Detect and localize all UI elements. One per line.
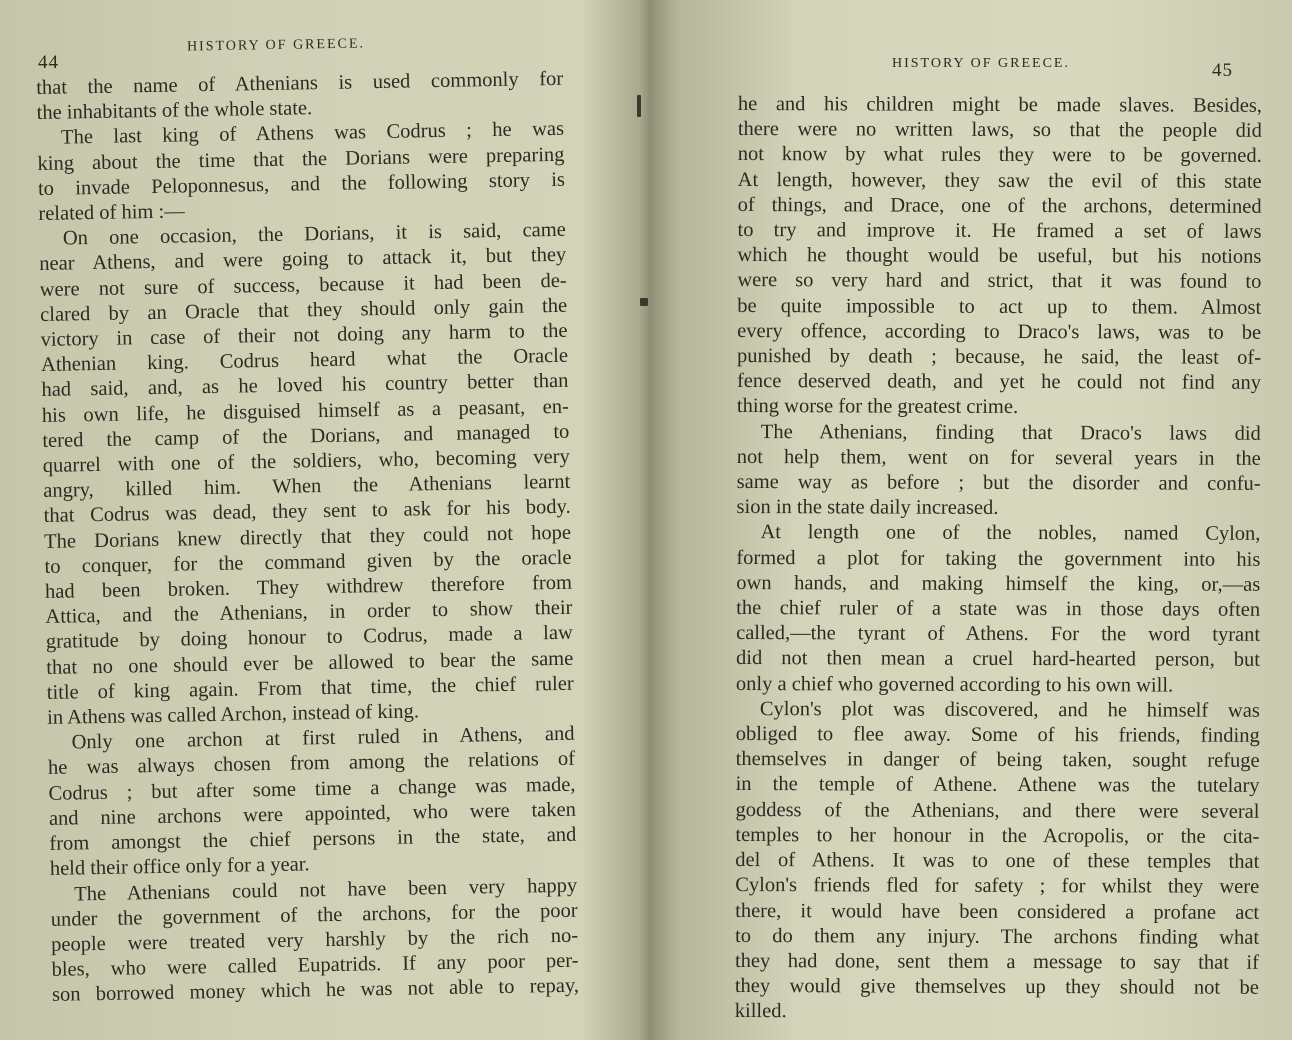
running-head: HISTORY OF GREECE. [892,56,1070,71]
text-line: not know by what rules they were to be governed. [737,143,1262,168]
text-line: in the temple of Athene. Athene was the tutelary [735,773,1260,798]
text-line: of things, and Drace, one of the archons, determined [737,193,1262,218]
text-line: At length, however, they saw the evil of this state [737,168,1262,193]
body-text [36,67,579,1009]
running-head: HISTORY OF GREECE. [186,36,366,55]
left-page [0,0,640,1040]
text-line: in Athens was called Archon, instead of king. [47,700,420,729]
text-line: to do them any injury. The archons finding what [735,924,1260,949]
text-line: they had done, sent them a message to say that if [734,949,1260,974]
text-line: The Athenians, finding that Draco's laws did [760,420,1261,445]
text-line: quarrel with one of the soldiers, who, becoming very [42,445,570,477]
text-line: not help them, went on for several years in the [736,445,1261,470]
text-line: Athenian king. Codrus heard what the Oracle [40,344,569,377]
text-line: there were no written laws, so that the people did [737,118,1262,143]
text-line: to conquer, for the command given by the oracle [44,546,572,578]
text-line: that Codrus was dead, they sent to ask for his body. [43,496,571,528]
text-line: his own life, he disguised himself as a peasant, en- [41,395,570,427]
text-line: killed. [734,1000,787,1023]
text-line: themselves in danger of being taken, sought refuge [735,748,1260,773]
text-line: he and his children might be made slaves. Besides, [737,92,1262,117]
text-line: formed a plot for taking the government into his [736,546,1261,571]
text-line: title of king again. From that time, the chief ruler [46,672,574,704]
text-line: The Dorians knew directly that they could not hope [43,521,572,553]
text-line: angry, killed him. When the Athenians learnt [43,470,571,503]
text-line: people were treated very harshly by the rich no- [50,924,579,956]
text-line: fence deserved death, and yet he could not find any [736,370,1262,395]
text-line: same way as before ; but the disorder and confu- [736,471,1261,495]
text-line: The Athenians could not have been very happy [74,874,578,905]
text-line: del of Athens. It was to one of these temples that [735,849,1260,873]
page-number: 44 [38,52,59,73]
text-line: every offence, according to Draco's laws, was to be [737,319,1262,344]
text-line: king about the time that the Dorians were preparing [37,143,565,175]
text-line: under the government of the archons, for the poor [50,899,578,931]
page-number: 45 [1212,60,1233,81]
text-line: clared by an Oracle that they should only gain the [39,294,568,326]
text-line: which he thought would be useful, but his notions [737,244,1262,269]
text-line: were so very hard and strict, that it was found to [737,269,1262,294]
text-line: sion in the state daily increased. [736,496,999,520]
right-page [652,0,1292,1040]
text-line: gratitude by doing honour to Codrus, made a law [45,622,573,654]
text-line: near Athens, and were going to attack it, but they [39,244,567,276]
text-line: victory in case of their not doing any harm to the [40,319,568,351]
text-line: obliged to flee away. Some of his friends, finding [735,723,1260,747]
text-line: were not sure of success, because it had been de- [39,269,567,301]
text-line: son borrowed money which he was not able to repay, [51,974,580,1007]
gutter-mark [637,95,641,117]
text-line: Cylon's friends fled for safety ; for whilst they were [735,874,1260,899]
text-line: On one occasion, the Dorians, it is said, came [62,218,566,250]
text-line: from amongst the chief persons in the state, and [49,823,577,855]
text-line: to invade Peloponnesus, and the following story is [37,168,566,200]
text-line: goddess of the Athenians, and there were several [735,798,1260,823]
text-line: the chief ruler of a state was in those days often [736,597,1261,621]
text-line: At length one of the nobles, named Cylon, [760,521,1261,546]
text-line: there, it would have been considered a profane act [735,899,1260,924]
text-line: bles, who were called Eupatrids. If any poor per- [51,949,579,981]
text-line: called,—the tyrant of Athens. For the word tyrant [736,622,1261,647]
text-line: had said, and, as he loved his country better than [41,370,569,402]
text-line: only a chief who governed according to his own will. [735,672,1174,697]
gutter-mark [640,298,648,306]
text-line: punished by death ; because, he said, the least of- [737,345,1262,369]
text-line: that no one should ever be allowed to bear the same [46,647,574,679]
text-line: tered the camp of the Dorians, and managed to [42,420,570,452]
text-line: The last king of Athens was Codrus ; he was [60,118,565,149]
text-line: held their office only for a year. [49,853,310,881]
text-line: thing worse for the greatest crime. [736,395,1019,419]
text-line: Only one archon at first ruled in Athens, and [71,722,575,754]
body-text [735,92,1262,1026]
text-line: to try and improve it. He framed a set of laws [737,219,1262,243]
text-line: that the name of Athenians is used commonly for [36,67,564,99]
text-line: they would give themselves up they should not be [734,975,1259,999]
text-line: Cylon's plot was discovered, and he himself was [759,697,1260,722]
text-line: and nine archons were appointed, who were taken [48,798,577,830]
text-line: own hands, and making himself the king, or,—as [736,571,1261,596]
text-line: the inhabitants of the whole state. [36,97,313,125]
text-line: he was always chosen from among the relations of [47,748,576,780]
text-line: Codrus ; but after some time a change was made, [48,773,576,805]
text-line: Attica, and the Athenians, in order to show their [45,596,573,629]
text-line: be quite impossible to act up to them. Almost [737,294,1262,319]
text-line: did not then mean a cruel hard-hearted person, but [735,647,1261,672]
text-line: related of him :— [38,200,185,225]
text-line: temples to her honour in the Acropolis, or the cita- [735,823,1260,848]
text-line: had been broken. They withdrew therefore from [44,571,573,603]
